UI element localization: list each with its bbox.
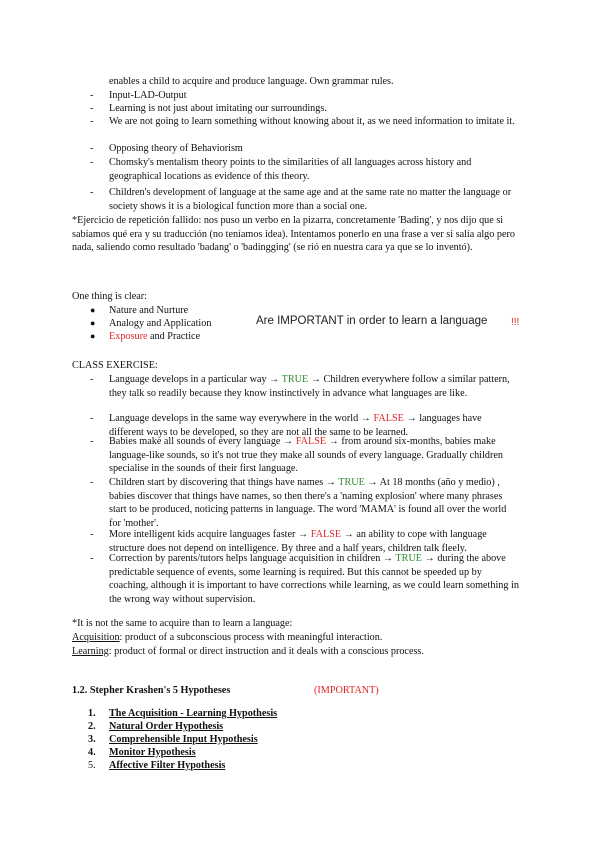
list-number: 2.: [88, 721, 96, 732]
acq-intro: *It is not the same to acquire than to learn a language:: [72, 618, 293, 629]
explanation-text: → languages have different ways to be developed, so they are not all the same to be learned.: [109, 413, 482, 438]
verdict-false: FALSE: [295, 436, 327, 447]
bullet-item: Analogy and Application: [109, 318, 212, 329]
claim-text: More intelligent kids acquire languages faster →: [109, 529, 311, 540]
explanation-text: → during the above predictable sequence of events, some learning is required. But this cannot be speeded up by coaching, although it is important to have corrections while learning, as we could learn something in the wrong way without supervision.: [109, 553, 519, 605]
bullet-icon: ●: [90, 331, 96, 341]
bullet-suffix: and Practice: [147, 331, 201, 342]
dash: -: [90, 187, 94, 198]
hypothesis-item: Natural Order Hypothesis: [109, 721, 224, 732]
dash: -: [90, 90, 94, 101]
bullet-item: Nature and Nurture: [109, 305, 189, 316]
exclamation-marks: !!!: [511, 317, 520, 328]
dash: -: [90, 157, 94, 168]
list-item: Children's development of language at the same age and at the same rate no matter the language or society shows it is a biological function more than a social one.: [109, 187, 512, 212]
verdict-false: FALSE: [310, 529, 342, 540]
list-item: We are not going to learn something without knowing about it, as we need information to imitate it.: [109, 116, 515, 127]
dash: -: [90, 143, 94, 154]
explanation-text: → Children everywhere follow a similar pattern, they talk so readily because they know instinctively in advance what languages are like.: [109, 374, 510, 399]
list-item: Input-LAD-Output: [109, 90, 187, 101]
exercise-item: [109, 476, 519, 530]
dash: -: [90, 374, 94, 385]
list-item: Opposing theory of Behaviorism: [109, 143, 243, 154]
exercise-item: [109, 373, 519, 400]
acquisition-text: : product of a subconscious process with meaningful interaction.: [119, 632, 383, 643]
exercise-heading: CLASS EXERCISE:: [72, 360, 158, 371]
list-number: 3.: [88, 734, 96, 745]
learning-def: [72, 645, 424, 659]
hypothesis-item: The Acquisition - Learning Hypothesis: [109, 708, 278, 719]
dash: -: [90, 116, 94, 127]
dash: -: [90, 436, 94, 447]
dash: -: [90, 477, 94, 488]
hypothesis-item: Monitor Hypothesis: [109, 747, 196, 758]
explanation-text: → from around six-months, babies make language-like sounds, so it's not true they make all sounds of every language. Gradually children specialise in the sounds of their first language.: [109, 436, 503, 474]
claim-text: Language develops in a particular way →: [109, 374, 282, 385]
exercise-item: [109, 552, 519, 606]
explanation-text: → At 18 months (año y medio) , babies discover that things have names, so then there's a 'naming explosion' where many phrases start to be produced, noticing patterns in language. The word 'MAMA' is found all over the world for 'mother'.: [109, 477, 507, 529]
verdict-false: FALSE: [373, 413, 404, 424]
list-number: 5.: [88, 760, 96, 771]
explanation-text: → an ability to cope with language structure does not depend on intelligence. By three and a half years, children talk fleely.: [109, 529, 487, 554]
hypothesis-item: Affective Filter Hypothesis: [109, 760, 226, 771]
important-label: (IMPORTANT): [314, 685, 379, 696]
exposure-text: Exposure: [109, 331, 148, 342]
dash: -: [90, 553, 94, 564]
dash: -: [90, 103, 94, 114]
continuation-text: enables a child to acquire and produce language. Own grammar rules.: [109, 76, 394, 87]
bullet-item: [109, 330, 200, 344]
exercise-item: [109, 528, 519, 555]
verdict-true: TRUE: [338, 477, 365, 488]
verdict-true: TRUE: [395, 553, 423, 564]
spanish-note: *Ejercicio de repetición fallido: nos puso un verbo en la pizarra, concretamente 'Bading', y nos dijo que si sabíamos qué era y su traducción (no teníamos idea). Intentamos ponerlo en una frase a ver si salía algo pero nada, saliendo como resultado 'badang' o 'badingging' (se rió en nuestra cara ya que se lo inventó).: [72, 215, 516, 253]
list-number: 4.: [88, 747, 96, 758]
claim-text: Language develops in the same way everywhere in the world →: [109, 413, 374, 424]
bullet-icon: ●: [90, 305, 96, 315]
list-item: Chomsky's mentalism theory points to the similarities of all languages across history and geographical locations as evidence of this theory.: [109, 157, 472, 182]
dash: -: [90, 529, 94, 540]
acquisition-term: Acquisition: [72, 632, 120, 643]
bullet-icon: ●: [90, 318, 96, 328]
handwritten-note: Are IMPORTANT in order to learn a language: [256, 315, 488, 327]
claim-text: Correction by parents/tutors helps language acquisition in children →: [109, 553, 396, 564]
section-title: 1.2. Stepher Krashen's 5 Hypotheses: [72, 685, 231, 696]
learning-term: Learning: [72, 646, 109, 657]
claim-text: Children start by discovering that things have names →: [109, 477, 339, 488]
verdict-true: TRUE: [281, 374, 309, 385]
list-number: 1.: [88, 708, 96, 719]
dash: -: [90, 413, 94, 424]
list-item: Learning is not just about imitating our surroundings.: [109, 103, 327, 114]
clear-intro: One thing is clear:: [72, 291, 147, 302]
claim-text: Babies make all sounds of every language →: [109, 436, 296, 447]
acquisition-def: [72, 631, 382, 645]
exercise-item: [109, 435, 519, 476]
learning-text: : product of formal or direct instruction and it deals with a conscious process.: [108, 646, 424, 657]
hypothesis-item: Comprehensible Input Hypothesis: [109, 734, 258, 745]
